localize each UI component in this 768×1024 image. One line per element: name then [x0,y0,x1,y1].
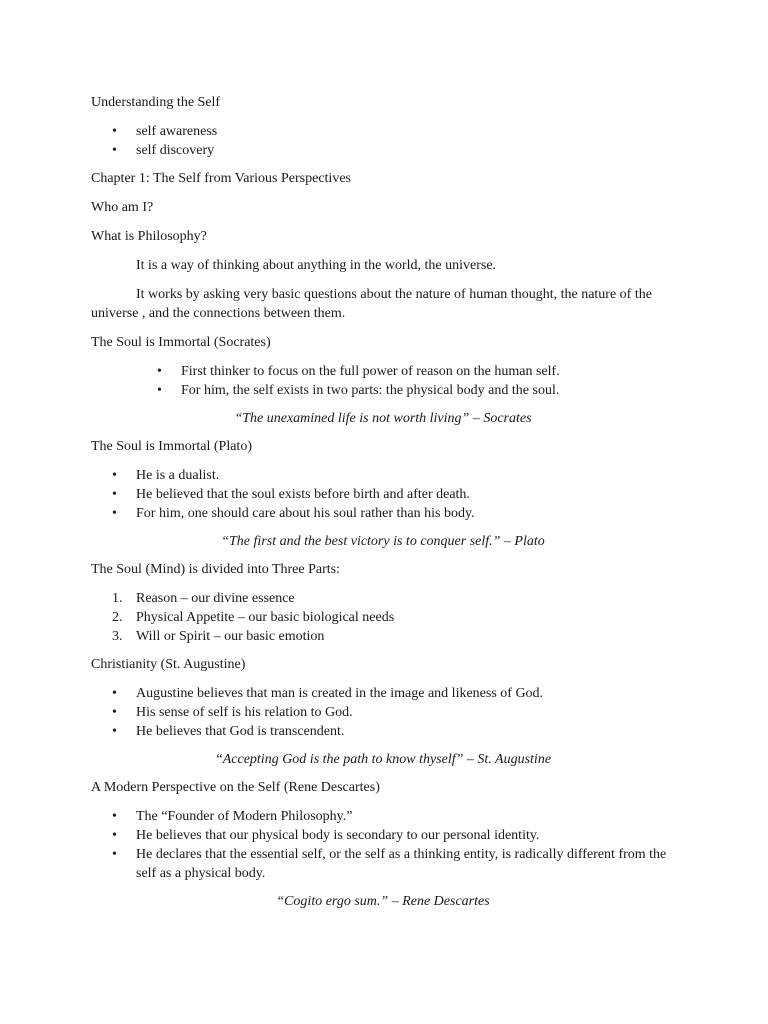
bullet-icon: • [112,828,117,843]
mind-heading: The Soul (Mind) is divided into Three Parts: [91,562,340,577]
bullet-icon: • [112,686,117,701]
bullet-icon: • [112,724,117,739]
bullet-icon: • [112,487,117,502]
plato-list [91,466,675,523]
list-item: 1. Reason – our divine essence [112,591,295,606]
plato-quote: “The first and the best victory is to conquer self.” – Plato [221,534,545,549]
list-item: • He is a dualist. [112,468,220,483]
list-item: • First thinker to focus on the full power of reason on the human self. [157,364,560,379]
descartes-heading: A Modern Perspective on the Self (Rene Descartes) [91,780,380,795]
plato-heading: The Soul is Immortal (Plato) [91,439,252,454]
socrates-heading: The Soul is Immortal (Socrates) [91,335,271,350]
bullet-icon: • [112,143,117,158]
bullet-icon: • [112,705,117,720]
intro-list [91,122,675,160]
list-item: • For him, one should care about his soul rather than his body. [112,506,475,521]
bullet-icon: • [112,468,117,483]
who-am-i-heading: Who am I? [91,200,154,215]
list-item: 2. Physical Appetite – our basic biological needs [112,610,395,625]
philosophy-heading: What is Philosophy? [91,229,207,244]
bullet-icon: • [112,847,117,862]
philosophy-paragraph-1: It is a way of thinking about anything in the world, the universe. [136,258,497,273]
list-item: • Augustine believes that man is created in the image and likeness of God. [112,686,544,701]
socrates-list [91,362,675,400]
list-item: • self awareness [112,124,218,139]
descartes-list [91,807,675,883]
bullet-icon: • [157,364,162,379]
augustine-list [91,684,675,741]
bullet-icon: • [112,809,117,824]
list-item: • His sense of self is his relation to God. [112,705,353,720]
list-item: 3. Will or Spirit – our basic emotion [112,629,325,644]
descartes-quote: “Cogito ergo sum.” – Rene Descartes [276,894,490,909]
list-item: • self discovery [112,143,215,158]
bullet-icon: • [112,506,117,521]
list-item: • He believed that the soul exists before birth and after death. [112,487,470,502]
list-item: • For him, the self exists in two parts: the physical body and the soul. [157,383,560,398]
list-item: • He declares that the essential self, or the self as a thinking entity, is radically different from the self as a physical body. [112,847,667,881]
chapter-heading: Chapter 1: The Self from Various Perspectives [91,171,351,186]
augustine-quote: “Accepting God is the path to know thyself” – St. Augustine [214,752,552,767]
list-item: • He believes that our physical body is secondary to our personal identity. [112,828,540,843]
augustine-heading: Christianity (St. Augustine) [91,657,246,672]
document-page [91,93,675,920]
mind-parts-list [91,589,675,646]
list-item: • The “Founder of Modern Philosophy.” [112,809,353,824]
philosophy-paragraph-2: It works by asking very basic questions about the nature of human thought, the nature of the universe , and the connections between them. [91,287,652,321]
bullet-icon: • [157,383,162,398]
bullet-icon: • [112,124,117,139]
socrates-quote: “The unexamined life is not worth living” – Socrates [234,411,532,426]
list-item: • He believes that God is transcendent. [112,724,345,739]
document-title: Understanding the Self [91,95,221,110]
